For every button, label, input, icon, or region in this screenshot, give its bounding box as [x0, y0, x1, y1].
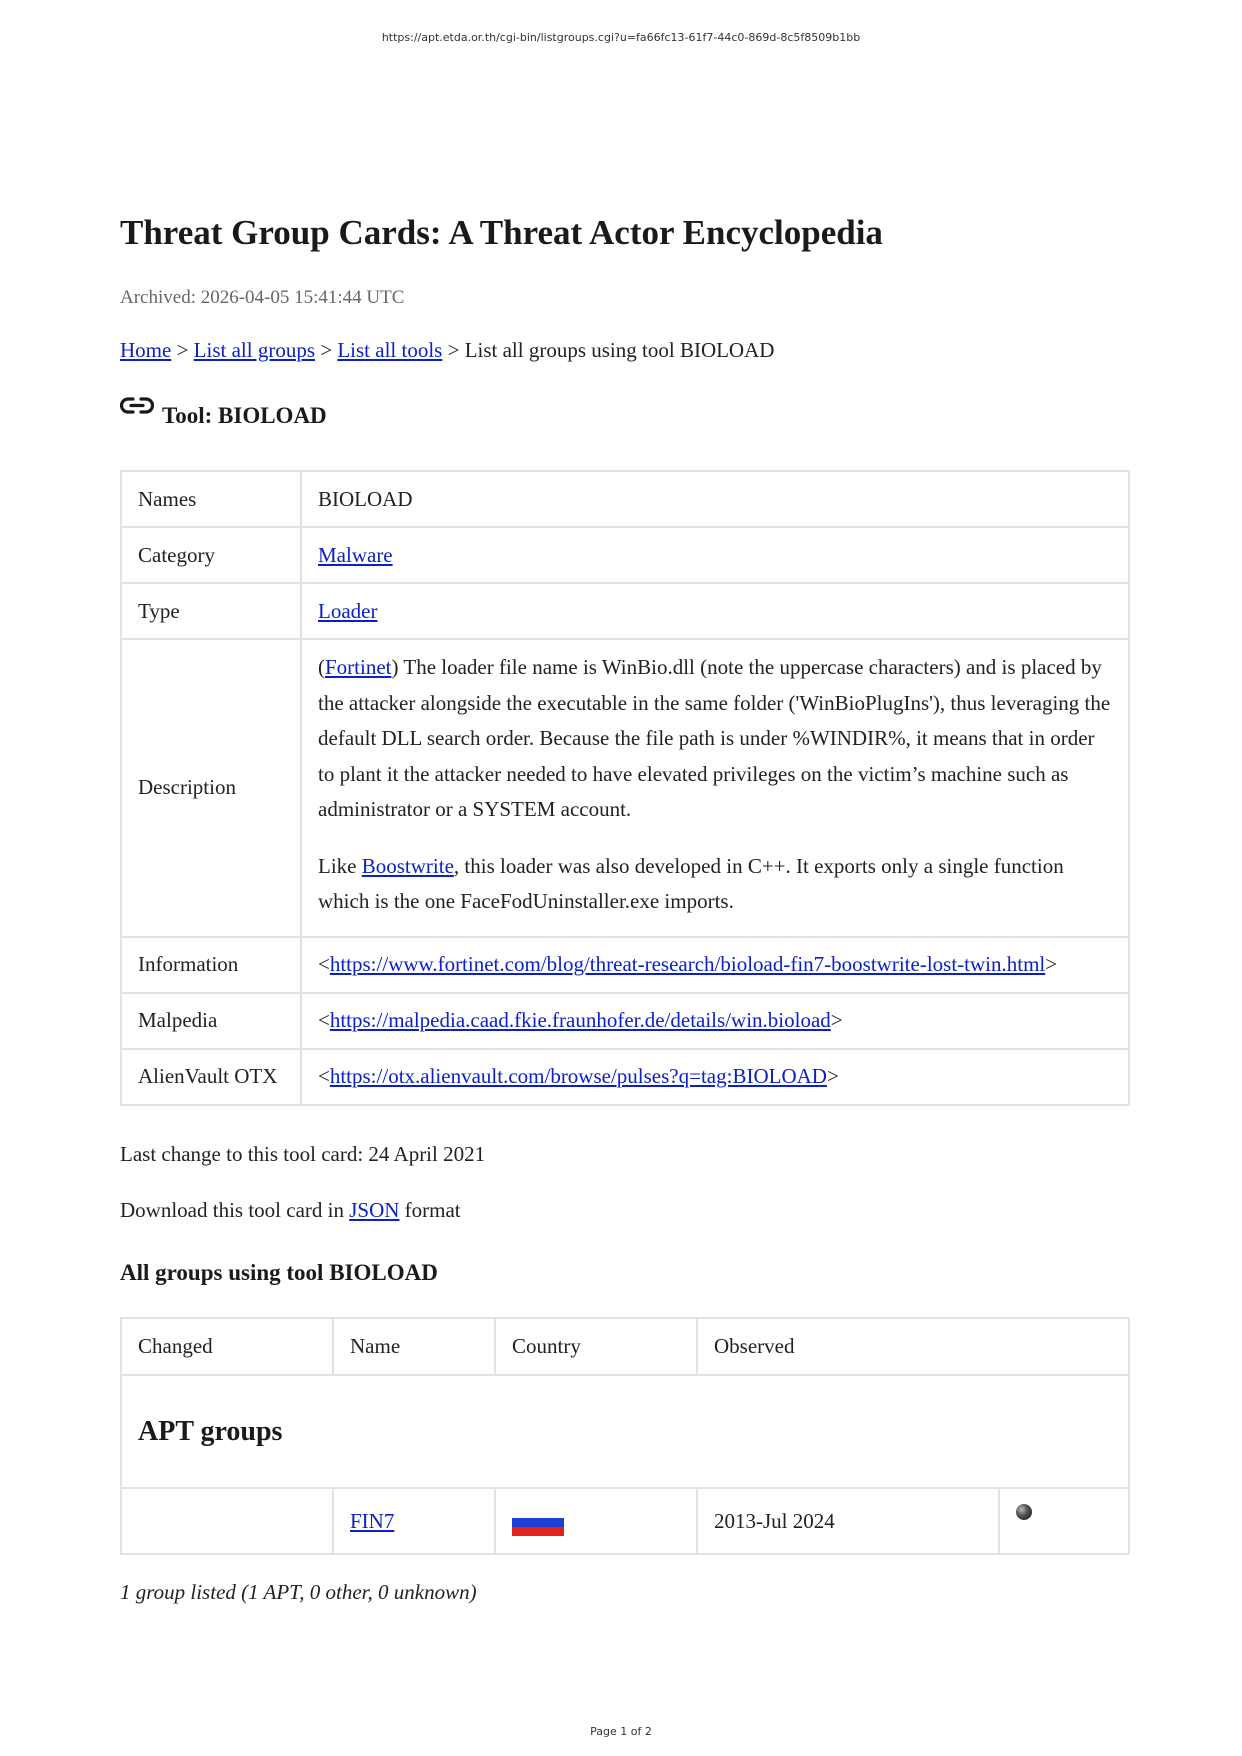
- flag-stripe: [512, 1510, 564, 1519]
- paren-open: (: [318, 655, 325, 679]
- category-cell: [301, 527, 1129, 583]
- type-link[interactable]: Loader: [318, 598, 378, 623]
- observed-cell: 2013-Jul 2024: [697, 1488, 999, 1554]
- angle-open: <: [318, 1064, 330, 1088]
- flag-stripe: [512, 1527, 564, 1536]
- table-row: [121, 527, 1129, 583]
- malpedia-label: Malpedia: [121, 993, 301, 1049]
- type-cell: [301, 583, 1129, 639]
- breadcrumb-list-groups-link[interactable]: List all groups: [193, 338, 315, 362]
- type-label: Type: [121, 583, 301, 639]
- alienvault-label: AlienVault OTX: [121, 1049, 301, 1105]
- breadcrumb: [120, 338, 774, 363]
- groups-heading: All groups using tool BIOLOAD: [120, 1260, 438, 1285]
- alienvault-cell: [301, 1049, 1129, 1105]
- angle-open: <: [318, 1008, 330, 1032]
- description-text: , this loader was also developed in C++. It exports only a single function which is the one FaceFodUninstaller.exe imports.: [318, 853, 1064, 913]
- table-header-row: [121, 1318, 1129, 1375]
- breadcrumb-separator: >: [176, 338, 189, 362]
- download-text: Download this tool card in: [120, 1198, 350, 1222]
- table-section-row: [121, 1375, 1129, 1488]
- column-header-changed: Changed: [121, 1318, 333, 1375]
- tool-heading: [120, 403, 327, 429]
- dark-circle-icon: [1016, 1504, 1032, 1520]
- json-download-link[interactable]: JSON: [349, 1198, 400, 1222]
- fortinet-link[interactable]: Fortinet: [325, 655, 392, 679]
- category-label: Category: [121, 527, 301, 583]
- groups-summary: 1 group listed (1 APT, 0 other, 0 unknown): [120, 1580, 477, 1604]
- breadcrumb-list-tools-link[interactable]: List all tools: [337, 338, 443, 362]
- page-footer: Page 1 of 2: [590, 1725, 652, 1738]
- table-row: [121, 993, 1129, 1049]
- link-icon: [120, 396, 154, 416]
- category-link[interactable]: Malware: [318, 542, 393, 567]
- description-label: Description: [121, 639, 301, 937]
- angle-close: >: [1045, 952, 1058, 976]
- country-cell: [495, 1488, 697, 1554]
- alienvault-link[interactable]: https://otx.alienvault.com/browse/pulses?q=tag:BIOLOAD: [329, 1064, 827, 1088]
- table-row: [121, 583, 1129, 639]
- download-line: [120, 1198, 461, 1223]
- names-label: Names: [121, 471, 301, 527]
- tool-heading-text: Tool: BIOLOAD: [162, 403, 327, 428]
- breadcrumb-separator: >: [320, 338, 333, 362]
- russia-flag-icon: [512, 1510, 564, 1536]
- page-url: https://apt.etda.or.th/cgi-bin/listgroups.cgi?u=fa66fc13-61f7-44c0-869d-8c5f8509b1bb: [381, 31, 861, 44]
- boostwrite-link[interactable]: Boostwrite: [361, 853, 454, 878]
- archived-timestamp: Archived: 2026-04-05 15:41:44 UTC: [120, 287, 405, 308]
- names-value: BIOLOAD: [301, 471, 1129, 527]
- changed-cell: [121, 1488, 333, 1554]
- column-header-country: Country: [495, 1318, 697, 1375]
- groups-table: [120, 1317, 1130, 1555]
- angle-open: <: [318, 952, 330, 976]
- description-text: ) The loader file name is WinBio.dll (note the uppercase characters) and is placed by the attacker alongside the executable in the same folder ('WinBioPlugIns'), thus leveraging the default DLL search order. Because the file path is under %WINDIR%, it means that in order to plant it the attacker needed to have elevated privileges on the victim’s machine such as administrator or a SYSTEM account.: [318, 655, 1111, 821]
- description-paragraph: [318, 650, 1112, 828]
- angle-close: >: [830, 1008, 843, 1032]
- download-text: format: [399, 1198, 461, 1222]
- section-title: APT groups: [121, 1375, 1129, 1488]
- column-header-observed: Observed: [697, 1318, 1129, 1375]
- information-cell: [301, 937, 1129, 993]
- tool-info-table: [120, 470, 1130, 1106]
- description-paragraph: [318, 849, 1112, 920]
- angle-close: >: [826, 1064, 839, 1088]
- group-name-link[interactable]: FIN7: [350, 1508, 395, 1533]
- malpedia-cell: [301, 993, 1129, 1049]
- table-row: [121, 471, 1129, 527]
- page-title: Threat Group Cards: A Threat Actor Encyclopedia: [120, 213, 883, 252]
- table-row: [121, 1049, 1129, 1105]
- table-row: [121, 639, 1129, 937]
- last-change-text: Last change to this tool card: 24 April 2021: [120, 1142, 486, 1166]
- flag-stripe: [512, 1518, 564, 1527]
- information-link[interactable]: https://www.fortinet.com/blog/threat-research/bioload-fin7-boostwrite-lost-twin.html: [329, 952, 1046, 976]
- malpedia-link[interactable]: https://malpedia.caad.fkie.fraunhofer.de/details/win.bioload: [329, 1008, 831, 1032]
- name-cell: [333, 1488, 495, 1554]
- table-row: [121, 1488, 1129, 1554]
- description-text: Like: [318, 853, 362, 878]
- breadcrumb-home-link[interactable]: Home: [120, 338, 172, 362]
- table-row: [121, 937, 1129, 993]
- column-header-name: Name: [333, 1318, 495, 1375]
- status-cell: [999, 1488, 1129, 1554]
- description-cell: [301, 639, 1129, 937]
- breadcrumb-separator: >: [447, 338, 460, 362]
- information-label: Information: [121, 937, 301, 993]
- breadcrumb-current: List all groups using tool BIOLOAD: [464, 338, 775, 362]
